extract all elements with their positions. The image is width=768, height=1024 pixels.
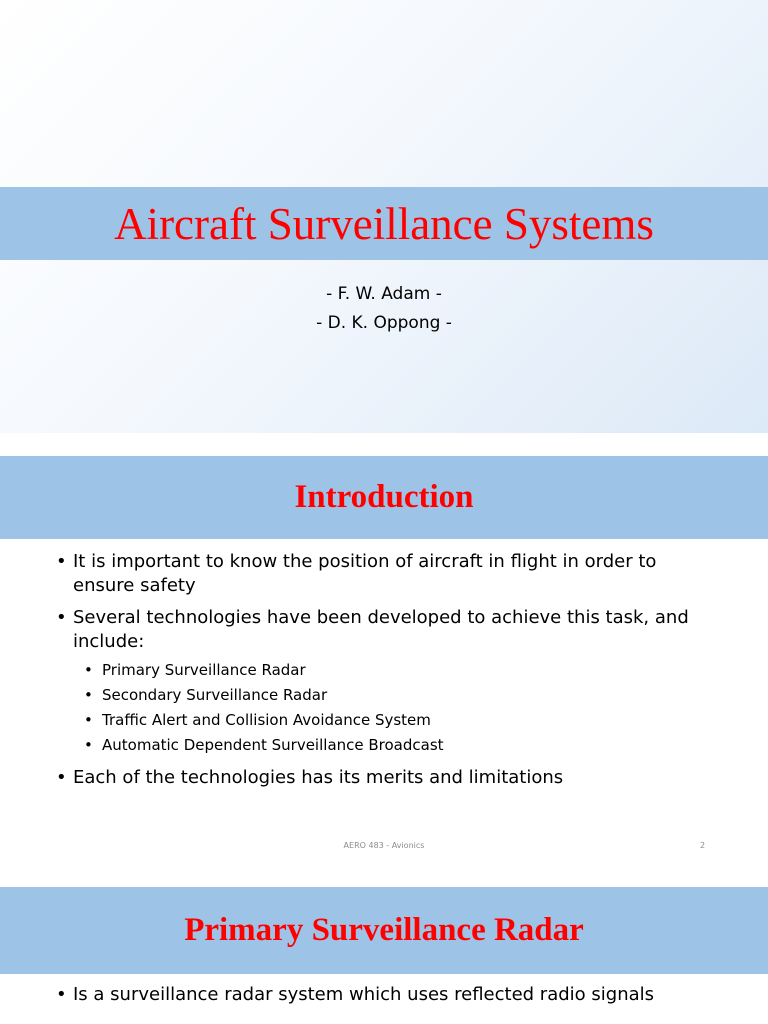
sub-bullet-item bbox=[84, 708, 716, 733]
bullet-list bbox=[56, 550, 716, 798]
bullet-dot-icon: • bbox=[84, 686, 93, 704]
authors-block bbox=[0, 280, 768, 338]
sub-bullet-item bbox=[84, 733, 716, 758]
title-band bbox=[0, 456, 768, 539]
primary-radar-slide bbox=[0, 887, 768, 1024]
sub-bullet-list bbox=[84, 658, 716, 758]
slide-title: Primary Surveillance Radar bbox=[184, 912, 584, 948]
bullet-dot-icon: • bbox=[84, 711, 93, 729]
bullet-dot-icon: • bbox=[84, 736, 93, 754]
bullet-item bbox=[56, 550, 716, 598]
page-number: 2 bbox=[700, 841, 706, 850]
sub-bullet-text: Primary Surveillance Radar bbox=[102, 661, 306, 679]
title-band bbox=[0, 187, 768, 260]
sub-bullet-item bbox=[84, 683, 716, 708]
bullet-item bbox=[56, 983, 716, 1007]
sub-bullet-text: Traffic Alert and Collision Avoidance System bbox=[102, 711, 431, 729]
author-1: - F. W. Adam - bbox=[326, 284, 442, 304]
bullet-text: Several technologies have been developed to achieve this task, and include: bbox=[73, 607, 689, 652]
sub-bullet-item bbox=[84, 658, 716, 683]
bullet-item bbox=[56, 606, 716, 758]
bullet-dot-icon: • bbox=[56, 984, 67, 1005]
bullet-dot-icon: • bbox=[56, 607, 67, 628]
bullet-dot-icon: • bbox=[84, 661, 93, 679]
slide-title: Introduction bbox=[294, 479, 474, 515]
sub-bullet-text: Secondary Surveillance Radar bbox=[102, 686, 328, 704]
bullet-item bbox=[56, 766, 716, 790]
bullet-text: Is a surveillance radar system which uses reflected radio signals bbox=[73, 984, 655, 1005]
bullet-list bbox=[56, 983, 716, 1015]
bullet-text: Each of the technologies has its merits and limitations bbox=[73, 767, 564, 788]
bullet-dot-icon: • bbox=[56, 767, 67, 788]
presentation-title: Aircraft Surveillance Systems bbox=[114, 198, 654, 249]
title-slide bbox=[0, 0, 768, 433]
introduction-slide bbox=[0, 456, 768, 865]
bullet-text: It is important to know the position of aircraft in flight in order to ensure safety bbox=[73, 551, 657, 596]
author-2: - D. K. Oppong - bbox=[316, 313, 452, 333]
sub-bullet-text: Automatic Dependent Surveillance Broadcast bbox=[102, 736, 444, 754]
title-band bbox=[0, 887, 768, 974]
bullet-dot-icon: • bbox=[56, 551, 67, 572]
slide-footer: AERO 483 - Avionics bbox=[343, 841, 425, 850]
